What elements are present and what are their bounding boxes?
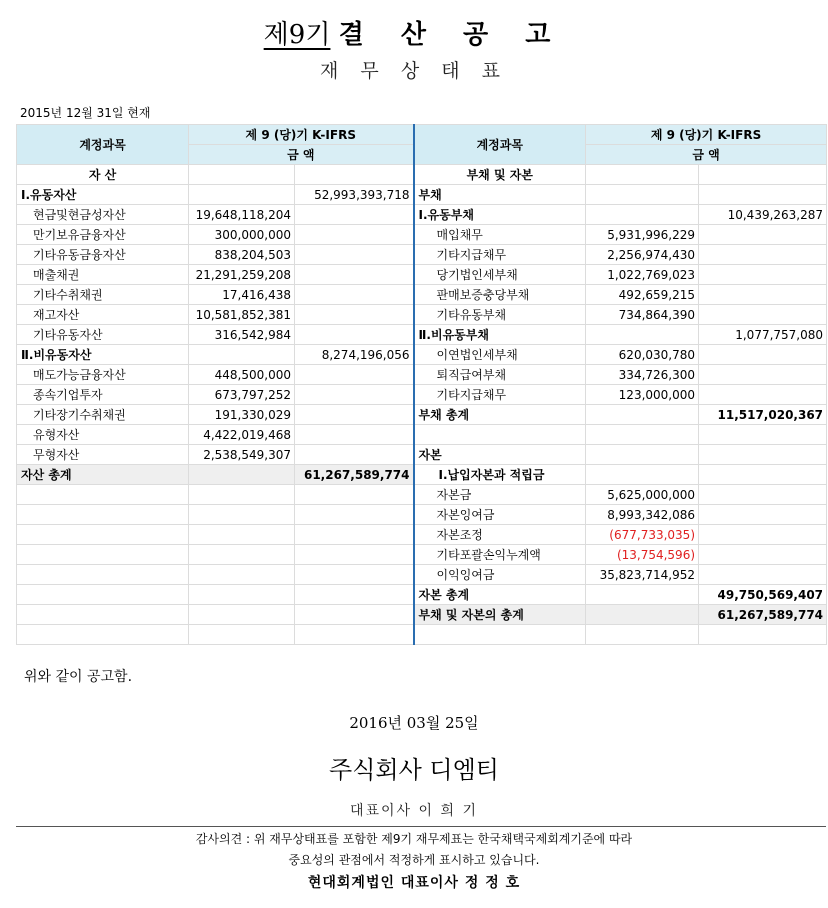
balance-sheet-table: [16, 124, 827, 645]
right-account-label: 자본잉여금: [414, 505, 586, 525]
right-account-label: [414, 625, 586, 645]
left-sub-amount: [189, 345, 295, 365]
right-account-header: 계정과목: [414, 125, 586, 165]
notice-date: 2016년 03월 25일: [349, 714, 479, 732]
right-sub-amount: 5,625,000,000: [586, 485, 699, 505]
left-account-label: [17, 545, 189, 565]
divider: [16, 826, 826, 827]
left-sub-amount: 300,000,000: [189, 225, 295, 245]
left-account-label: 기타장기수취채권: [17, 405, 189, 425]
left-sub-amount: 316,542,984: [189, 325, 295, 345]
table-row: [17, 325, 827, 345]
left-account-label: 매출채권: [17, 265, 189, 285]
table-row: [17, 365, 827, 385]
right-account-label: Ⅰ.납입자본과 적립금: [414, 465, 586, 485]
audit-opinion-line2: 중요성의 관점에서 적정하게 표시하고 있습니다.: [288, 853, 540, 867]
left-account-label: [17, 485, 189, 505]
right-sub-amount: 8,993,342,086: [586, 505, 699, 525]
right-sub-amount: 5,931,996,229: [586, 225, 699, 245]
auditor-name: 현대회계법인 대표이사 정 정 호: [307, 875, 521, 891]
right-sub-amount: 1,022,769,023: [586, 265, 699, 285]
table-row: [17, 185, 827, 205]
right-sub-amount: 334,726,300: [586, 365, 699, 385]
table-row: [17, 425, 827, 445]
right-total-amount: 61,267,589,774: [699, 605, 827, 625]
right-sub-amount: (13,754,596): [586, 545, 699, 565]
audit-opinion-line1: 감사의견 : 위 재무상태표를 포함한 제9기 재무제표는 한국채택국제회계기준에 따라: [195, 832, 633, 846]
left-total-amount: [295, 445, 414, 465]
right-sub-amount: (677,733,035): [586, 525, 699, 545]
right-total-amount: [699, 425, 827, 445]
left-sub-amount: [189, 625, 295, 645]
assets-section-label: 자 산: [17, 165, 189, 185]
right-total-amount: [699, 465, 827, 485]
left-sub-amount: 19,648,118,204: [189, 205, 295, 225]
right-sub-amount: [586, 425, 699, 445]
right-sub-amount: [586, 445, 699, 465]
table-row: [17, 485, 827, 505]
table-row: [17, 245, 827, 265]
left-sub-amount: [189, 605, 295, 625]
left-account-label: [17, 625, 189, 645]
table-row: [17, 225, 827, 245]
right-period-header: 제 9 (당)기 K-IFRS: [586, 125, 827, 145]
left-account-label: 자산 총계: [17, 465, 189, 485]
left-sub-amount: 10,581,852,381: [189, 305, 295, 325]
table-row: [17, 305, 827, 325]
right-sub-amount: [586, 185, 699, 205]
left-total-amount: [295, 265, 414, 285]
right-account-label: 당기법인세부채: [414, 265, 586, 285]
right-total-amount: [699, 225, 827, 245]
right-sub-amount: [586, 465, 699, 485]
table-row: [17, 265, 827, 285]
as-of-date: 2015년 12월 31일 현재: [20, 106, 151, 120]
left-sub-amount: 21,291,259,208: [189, 265, 295, 285]
right-sub-amount: 492,659,215: [586, 285, 699, 305]
left-total-amount: [295, 245, 414, 265]
right-sub-amount: 620,030,780: [586, 345, 699, 365]
left-account-label: 기타수취채권: [17, 285, 189, 305]
table-row: [17, 525, 827, 545]
company-name: 주식회사 디엠티: [329, 756, 499, 784]
right-total-amount: [699, 365, 827, 385]
right-sub-amount: [586, 205, 699, 225]
table-row: [17, 505, 827, 525]
left-account-label: [17, 585, 189, 605]
left-sub-amount: 448,500,000: [189, 365, 295, 385]
left-account-label: [17, 505, 189, 525]
right-account-label: 부채 및 자본의 총계: [414, 605, 586, 625]
table-row: [17, 385, 827, 405]
table-row: [17, 625, 827, 645]
left-account-label: 재고자산: [17, 305, 189, 325]
ceo-name: 대표이사 이 희 기: [349, 803, 479, 819]
right-total-amount: [699, 545, 827, 565]
left-total-amount: [295, 405, 414, 425]
right-sub-amount: 734,864,390: [586, 305, 699, 325]
right-account-label: 이연법인세부채: [414, 345, 586, 365]
right-sub-amount: [586, 605, 699, 625]
left-total-amount: [295, 565, 414, 585]
left-total-amount: [295, 325, 414, 345]
right-sub-amount: [586, 625, 699, 645]
left-sub-amount: [189, 585, 295, 605]
left-account-label: [17, 525, 189, 545]
table-row: [17, 445, 827, 465]
left-account-label: 유형자산: [17, 425, 189, 445]
section-row: [17, 165, 827, 185]
left-sub-amount: 4,422,019,468: [189, 425, 295, 445]
left-total-amount: [295, 505, 414, 525]
left-total-amount: [295, 585, 414, 605]
right-account-label: 자본: [414, 445, 586, 465]
left-account-label: 무형자산: [17, 445, 189, 465]
right-account-label: Ⅰ.유동부채: [414, 205, 586, 225]
right-total-amount: [699, 245, 827, 265]
left-total-amount: [295, 625, 414, 645]
table-row: [17, 205, 827, 225]
left-total-amount: [295, 205, 414, 225]
notice-title: [0, 14, 828, 51]
table-row: [17, 545, 827, 565]
left-total-amount: [295, 285, 414, 305]
right-account-label: 기타지급채무: [414, 245, 586, 265]
left-total-amount: [295, 485, 414, 505]
left-total-amount: 8,274,196,056: [295, 345, 414, 365]
right-account-label: 기타포괄손익누계액: [414, 545, 586, 565]
left-account-label: [17, 565, 189, 585]
right-sub-amount: 2,256,974,430: [586, 245, 699, 265]
right-account-label: [414, 425, 586, 445]
right-total-amount: 11,517,020,367: [699, 405, 827, 425]
left-sub-amount: [189, 185, 295, 205]
right-total-amount: [699, 565, 827, 585]
left-sub-amount: 2,538,549,307: [189, 445, 295, 465]
right-sub-amount: 123,000,000: [586, 385, 699, 405]
left-account-label: 매도가능금융자산: [17, 365, 189, 385]
table-row: [17, 585, 827, 605]
left-account-label: 기타유동금융자산: [17, 245, 189, 265]
right-account-label: 매입채무: [414, 225, 586, 245]
left-total-amount: [295, 305, 414, 325]
right-account-label: 자본금: [414, 485, 586, 505]
right-account-label: 기타유동부채: [414, 305, 586, 325]
right-total-amount: 10,439,263,287: [699, 205, 827, 225]
left-sub-amount: 191,330,029: [189, 405, 295, 425]
right-total-amount: [699, 485, 827, 505]
notice-heading: 결 산 공 고: [338, 20, 565, 50]
table-row: [17, 605, 827, 625]
right-account-label: 자본조정: [414, 525, 586, 545]
left-sub-amount: 838,204,503: [189, 245, 295, 265]
right-account-label: 기타지급채무: [414, 385, 586, 405]
left-sub-amount: [189, 465, 295, 485]
table-row: [17, 285, 827, 305]
left-account-label: 기타유동자산: [17, 325, 189, 345]
right-sub-amount: [586, 585, 699, 605]
left-account-label: 현금및현금성자산: [17, 205, 189, 225]
right-total-amount: [699, 525, 827, 545]
left-sub-amount: [189, 565, 295, 585]
right-total-amount: [699, 265, 827, 285]
right-sub-amount: [586, 325, 699, 345]
right-account-label: Ⅱ.비유동부채: [414, 325, 586, 345]
left-sub-amount: 673,797,252: [189, 385, 295, 405]
statement-subtitle: 재 무 상 태 표: [320, 60, 508, 82]
right-total-amount: [699, 625, 827, 645]
left-account-label: 만기보유금융자산: [17, 225, 189, 245]
right-account-label: 이익잉여금: [414, 565, 586, 585]
right-total-amount: [699, 285, 827, 305]
right-account-label: 자본 총계: [414, 585, 586, 605]
left-amount-header: 금 액: [189, 145, 414, 165]
table-row: [17, 465, 827, 485]
right-total-amount: [699, 345, 827, 365]
left-total-amount: [295, 385, 414, 405]
left-total-amount: [295, 225, 414, 245]
left-total-amount: [295, 525, 414, 545]
liabilities-equity-section-label: 부채 및 자본: [414, 165, 586, 185]
table-header-row: [17, 125, 827, 145]
right-total-amount: [699, 305, 827, 325]
table-row: [17, 565, 827, 585]
right-total-amount: [699, 185, 827, 205]
left-period-header: 제 9 (당)기 K-IFRS: [189, 125, 414, 145]
left-total-amount: 61,267,589,774: [295, 465, 414, 485]
right-sub-amount: 35,823,714,952: [586, 565, 699, 585]
right-sub-amount: [586, 405, 699, 425]
left-sub-amount: [189, 545, 295, 565]
table-row: [17, 405, 827, 425]
left-total-amount: [295, 545, 414, 565]
right-account-label: 부채: [414, 185, 586, 205]
left-account-label: 종속기업투자: [17, 385, 189, 405]
left-sub-amount: [189, 485, 295, 505]
right-total-amount: [699, 445, 827, 465]
right-total-amount: 1,077,757,080: [699, 325, 827, 345]
right-total-amount: [699, 385, 827, 405]
left-total-amount: [295, 425, 414, 445]
right-account-label: 퇴직급여부채: [414, 365, 586, 385]
right-total-amount: 49,750,569,407: [699, 585, 827, 605]
fiscal-term: 제9기: [263, 20, 331, 50]
left-account-header: 계정과목: [17, 125, 189, 165]
left-total-amount: 52,993,393,718: [295, 185, 414, 205]
table-row: [17, 345, 827, 365]
right-account-label: 판매보증충당부채: [414, 285, 586, 305]
left-account-label: Ⅱ.비유동자산: [17, 345, 189, 365]
left-sub-amount: [189, 505, 295, 525]
left-account-label: [17, 605, 189, 625]
left-total-amount: [295, 365, 414, 385]
left-sub-amount: [189, 525, 295, 545]
right-account-label: 부채 총계: [414, 405, 586, 425]
right-total-amount: [699, 505, 827, 525]
left-account-label: Ⅰ.유동자산: [17, 185, 189, 205]
closing-statement: 위와 같이 공고함.: [24, 669, 133, 685]
left-total-amount: [295, 605, 414, 625]
left-sub-amount: 17,416,438: [189, 285, 295, 305]
right-amount-header: 금 액: [586, 145, 827, 165]
